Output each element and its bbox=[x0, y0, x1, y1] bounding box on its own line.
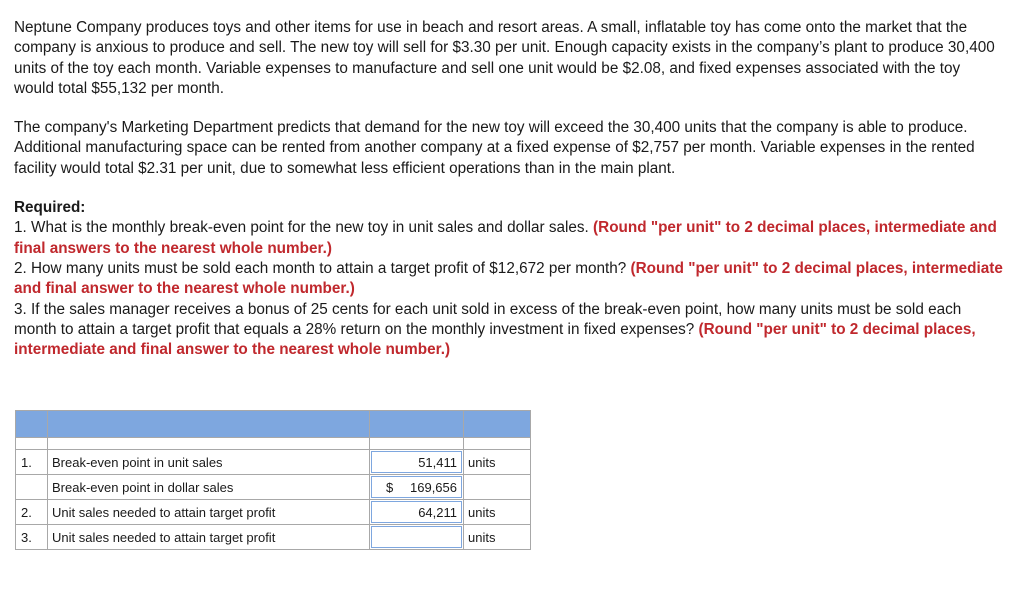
question-3 bbox=[14, 300, 1004, 361]
row-number bbox=[16, 475, 48, 500]
row-label: Unit sales needed to attain target profit bbox=[48, 525, 370, 550]
row-number: 1. bbox=[16, 450, 48, 475]
problem-paragraph-2: The company's Marketing Department predicts that demand for the new toy will exceed the 30,400 units that the company is able to produce. Additional manufacturing space can be rented from another company at a fixed expense of $2,757 per month. Variable expenses in the rented facility would total $2.31 per unit, due to somewhat less efficient operations than in the main plant. bbox=[14, 119, 975, 177]
problem-statement bbox=[14, 18, 1004, 360]
bonus-target-units-input[interactable] bbox=[371, 526, 462, 548]
question-1 bbox=[14, 218, 1004, 259]
question-2-text: 2. How many units must be sold each month to attain a target profit of $12,672 per month? bbox=[14, 259, 627, 277]
row-unit: units bbox=[464, 525, 531, 550]
break-even-units-input[interactable] bbox=[371, 451, 462, 473]
question-3-hint: (Round "per unit" to 2 decimal places, intermediate and final answer to the nearest whole number.) bbox=[14, 320, 976, 359]
row-unit: units bbox=[464, 450, 531, 475]
answer-table bbox=[15, 410, 531, 550]
row-number: 2. bbox=[16, 500, 48, 525]
target-profit-units-input[interactable] bbox=[371, 501, 462, 523]
row-label: Unit sales needed to attain target profit bbox=[48, 500, 370, 525]
answer-value: 169,656 bbox=[410, 479, 457, 495]
problem-paragraph-1: Neptune Company produces toys and other items for use in beach and resort areas. A small, inflatable toy has come onto the market that the company is anxious to produce and sell. The new toy will sell for $3.30 per unit. Enough capacity exists in the company’s plant to produce 30,400 units of the toy each month. Variable expenses to manufacture and sell one unit would be $2.08, and fixed expenses associated with the toy would total $55,132 per month. bbox=[14, 19, 995, 97]
requirements bbox=[14, 198, 1004, 360]
row-number: 3. bbox=[16, 525, 48, 550]
question-2 bbox=[14, 259, 1004, 300]
row-unit: units bbox=[464, 500, 531, 525]
table-row bbox=[16, 475, 531, 500]
row-unit bbox=[464, 475, 531, 500]
answer-value: 64,211 bbox=[418, 504, 457, 520]
table-header-row bbox=[16, 411, 531, 438]
row-label: Break-even point in dollar sales bbox=[48, 475, 370, 500]
break-even-dollars-input[interactable] bbox=[371, 476, 462, 498]
table-row bbox=[16, 525, 531, 550]
answer-value: 51,411 bbox=[418, 454, 457, 470]
question-3-text: 3. If the sales manager receives a bonus of 25 cents for each unit sold in excess of the break-even point, how many units must be sold each month to attain a target profit that equals a 28% return on the monthly investment in fixed expenses? bbox=[14, 300, 962, 338]
table-row bbox=[16, 500, 531, 525]
row-label: Break-even point in unit sales bbox=[48, 450, 370, 475]
question-1-hint: (Round "per unit" to 2 decimal places, intermediate and final answers to the nearest whole number.) bbox=[14, 219, 997, 257]
question-1-text: 1. What is the monthly break-even point for the new toy in unit sales and dollar sales. bbox=[14, 219, 589, 237]
required-heading: Required: bbox=[14, 199, 86, 217]
question-2-hint: (Round "per unit" to 2 decimal places, intermediate and final answer to the nearest whole number.) bbox=[14, 259, 1003, 298]
table-row bbox=[16, 450, 531, 475]
currency-symbol: $ bbox=[386, 479, 394, 495]
